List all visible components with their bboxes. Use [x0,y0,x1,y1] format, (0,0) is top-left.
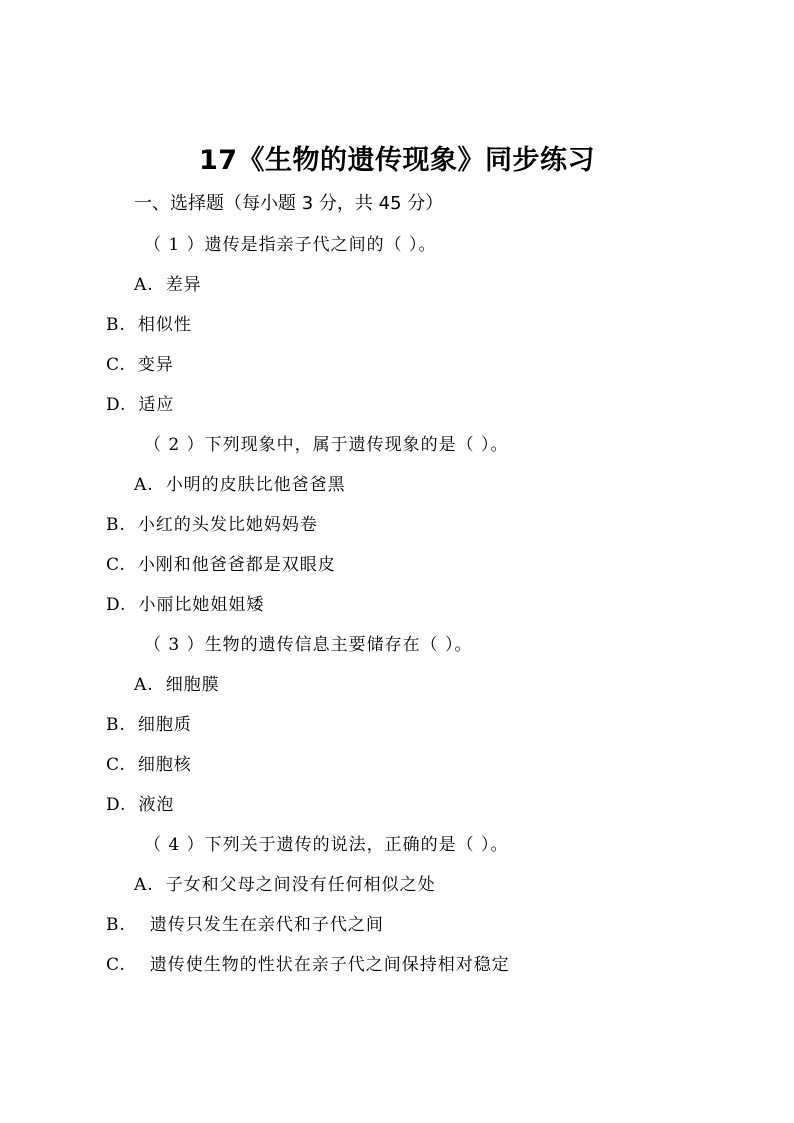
option-text: 遗传只发生在亲代和子代之间 [149,915,384,935]
option-c [106,751,192,779]
option-key: A. [134,875,154,895]
option-d [106,391,174,419]
option-key: A. [134,275,154,295]
section-heading: 一、选择题（每小题 3 分，共 45 分） [134,193,444,214]
option-key: C. [106,755,126,775]
option-c [106,951,510,979]
option-b [106,511,318,539]
option-c [106,551,336,579]
option-key: B. [106,515,126,535]
option-b [106,311,192,339]
question-stem: （ 1 ）遗传是指亲子代之间的（ ）。 [144,235,437,255]
option-text: 小红的头发比她妈妈卷 [137,515,318,535]
document-title: 17《生物的遗传现象》同步练习 [198,145,596,176]
option-d [106,591,264,619]
option-text: 细胞质 [137,715,192,735]
option-a [134,271,202,299]
question-stem: （ 3 ）生物的遗传信息主要储存在（ ）。 [144,635,473,655]
option-text: 适应 [138,395,175,415]
option-key: D. [106,395,127,415]
option-key: C. [106,555,126,575]
option-text: 细胞核 [137,755,192,775]
option-key: B. [106,315,126,335]
option-text: 小刚和他爸爸都是双眼皮 [137,555,336,575]
question-stem: （ 4 ）下列关于遗传的说法，正确的是（ ）。 [144,835,509,855]
option-text: 遗传使生物的性状在亲子代之间保持相对稳定 [149,955,510,975]
option-text: 差异 [165,275,202,295]
option-b [106,711,192,739]
option-b [106,911,384,939]
option-key: C. [106,355,126,375]
option-a [134,671,220,699]
option-key: C. [106,955,126,975]
option-a [134,471,346,499]
option-c [106,351,174,379]
option-text: 小丽比她姐姐矮 [138,595,265,615]
option-key: B. [106,915,126,935]
option-key: D. [106,595,127,615]
option-text: 子女和父母之间没有任何相似之处 [165,875,436,895]
option-key: A. [134,475,154,495]
option-d [106,791,174,819]
option-a [134,871,436,899]
option-text: 小明的皮肤比他爸爸黑 [165,475,346,495]
option-text: 细胞膜 [165,675,220,695]
option-text: 变异 [137,355,174,375]
option-key: B. [106,715,126,735]
option-key: A. [134,675,154,695]
question-stem: （ 2 ）下列现象中，属于遗传现象的是（ ）。 [144,435,509,455]
option-text: 液泡 [138,795,175,815]
option-text: 相似性 [137,315,192,335]
option-key: D. [106,795,127,815]
